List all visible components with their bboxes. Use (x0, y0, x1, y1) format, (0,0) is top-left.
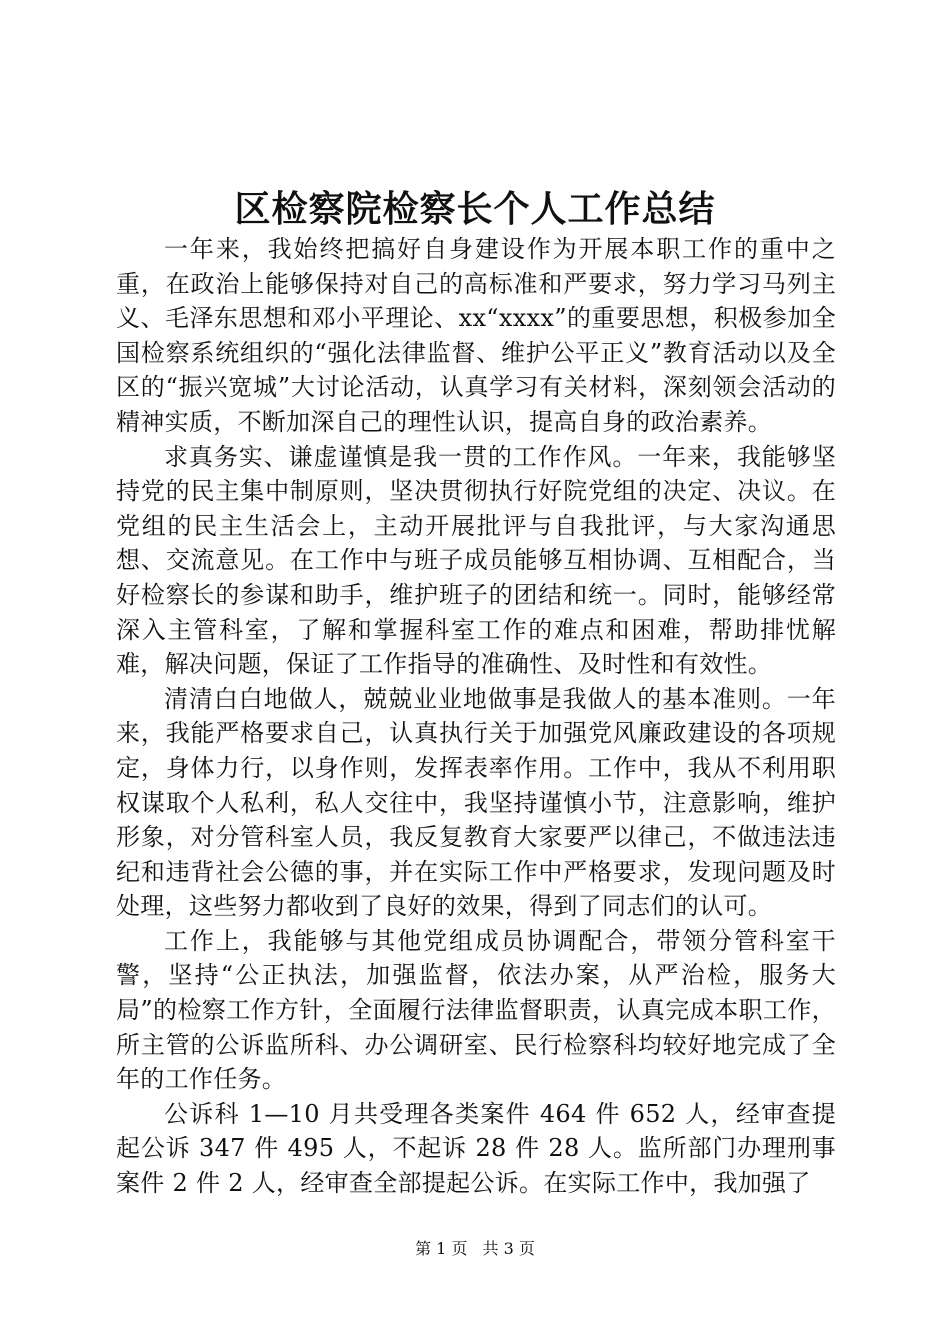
document-body (116, 232, 836, 1201)
paragraph: 清清白白地做人，兢兢业业地做事是我做人的基本准则。一年来，我能严格要求自己，认真执行关于加强党风廉政建设的各项规定，身体力行，以身作则，发挥表率作用。工作中，我从不利用职权谋取个人私利，私人交往中，我坚持谨慎小节，注意影响，维护形象，对分管科室人员，我反复教育大家要严以律己，不做违法违纪和违背社会公德的事，并在实际工作中严格要求，发现问题及时处理，这些努力都收到了良好的效果，得到了同志们的认可。 (116, 684, 836, 921)
paragraph: 一年来，我始终把搞好自身建设作为开展本职工作的重中之重，在政治上能够保持对自己的高标准和严要求，努力学习马列主义、毛泽东思想和邓小平理论、xx“xxxx”的重要思想，积极参加全国检察系统组织的“强化法律监督、维护公平正义”教育活动以及全区的“振兴宽城”大讨论活动，认真学习有关材料，深刻领会活动的精神实质，不断加深自己的理性认识，提高自身的政治素养。 (116, 235, 836, 436)
page-footer (0, 1238, 950, 1260)
page-total: 共 3 页 (482, 1239, 535, 1258)
document-title: 区检察院检察长个人工作总结 (234, 188, 716, 230)
paragraph: 公诉科 1—10 月共受理各类案件 464 件 652 人，经审查提起公诉 347 件 495 人，不起诉 28 件 28 人。监所部门办理刑事案件 2 件 2 人，经审查全部提起公诉。在实际工作中，我加强了 (116, 1099, 836, 1198)
page-number: 第 1 页 (415, 1239, 468, 1258)
paragraph: 工作上，我能够与其他党组成员协调配合，带领分管科室干警，坚持“公正执法，加强监督，依法办案，从严治检，服务大局”的检察工作方针，全面履行法律监督职责，认真完成本职工作，所主管的公诉监所科、办公调研室、民行检察科均较好地完成了全年的工作任务。 (116, 926, 836, 1094)
paragraph: 求真务实、谦虚谨慎是我一贯的工作作风。一年来，我能够坚持党的民主集中制原则，坚决贯彻执行好院党组的决定、决议。在党组的民主生活会上，主动开展批评与自我批评，与大家沟通思想、交流意见。在工作中与班子成员能够互相协调、互相配合，当好检察长的参谋和助手，维护班子的团结和统一。同时，能够经常深入主管科室，了解和掌握科室工作的难点和困难，帮助排忧解难，解决问题，保证了工作指导的准确性、及时性和有效性。 (116, 442, 836, 679)
